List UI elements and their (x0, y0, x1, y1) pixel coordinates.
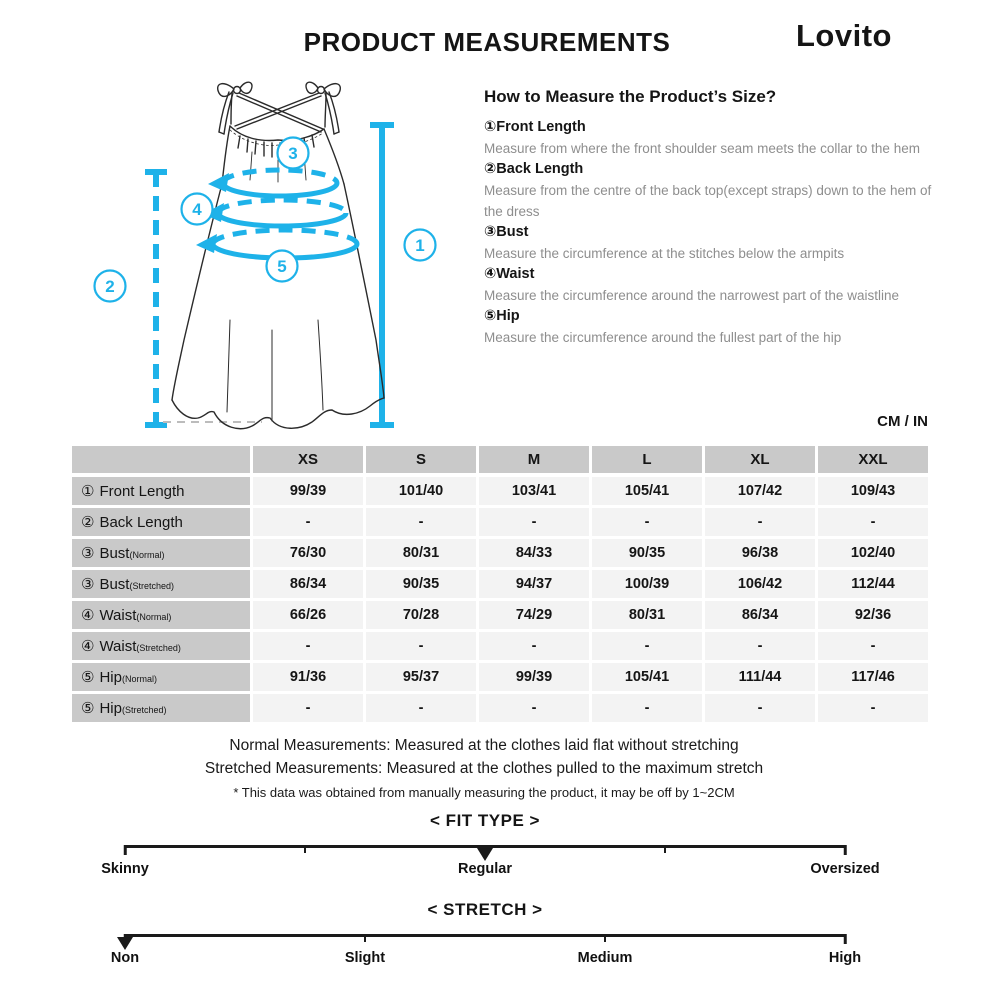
row-number-badge: ④ (81, 607, 95, 624)
row-number-badge: ④ (81, 638, 95, 655)
fit-type-scale-labels (101, 861, 880, 881)
measurement-cell: 99/39 (253, 477, 363, 505)
row-number-badge: ⑤ (81, 669, 95, 686)
row-measure-qualifier: (Normal) (129, 550, 165, 560)
diagram-label-number-4: 4 (192, 200, 202, 219)
scale-label: Slight (344, 950, 386, 966)
measurement-cell: - (366, 508, 476, 536)
measurement-cell: - (592, 694, 702, 722)
measurement-cell: 84/33 (479, 539, 589, 567)
scale-label: Oversized (810, 861, 880, 877)
table-row-label (72, 663, 250, 691)
measurement-cell: 80/31 (592, 601, 702, 629)
scale-tick (604, 934, 606, 942)
how-to-measure-section (484, 86, 939, 348)
row-measure-name: Front Length (99, 482, 185, 500)
size-column-header: XXL (818, 446, 928, 473)
diagram-label-number-3: 3 (288, 144, 298, 163)
scale-tick (124, 845, 127, 855)
table-row-label (72, 570, 250, 598)
row-measure-qualifier: (Stretched) (136, 643, 181, 653)
measurement-cell: - (479, 632, 589, 660)
measurement-cell: 91/36 (253, 663, 363, 691)
table-row-label (72, 477, 250, 505)
table-row-label (72, 694, 250, 722)
row-measure-name: Waist (99, 606, 137, 624)
measurement-cell: 90/35 (366, 570, 476, 598)
hip-arrowhead (196, 234, 217, 253)
measurement-cell: 112/44 (818, 570, 928, 598)
measurement-cell: 107/42 (705, 477, 815, 505)
scale-tick (844, 845, 847, 855)
scale-label: Skinny (101, 861, 149, 877)
diagram-label-number-5: 5 (277, 257, 287, 276)
measurement-cell: 103/41 (479, 477, 589, 505)
measurement-cell: - (705, 632, 815, 660)
row-measure-qualifier: (Normal) (121, 674, 157, 684)
scale-marker-triangle (117, 937, 133, 950)
measurement-cell: 95/37 (366, 663, 476, 691)
diagram-label-number-1: 1 (415, 236, 425, 255)
unit-label: CM / IN (877, 413, 928, 430)
measurement-cell: - (479, 694, 589, 722)
measurement-cell: - (818, 694, 928, 722)
how-to-item-label-1: ①Front Length (484, 119, 586, 135)
measurement-cell: 102/40 (818, 539, 928, 567)
stretch-title: < STRETCH > (427, 900, 543, 919)
measurement-cell: 94/37 (479, 570, 589, 598)
row-measure-name: Back Length (99, 513, 183, 531)
measurement-cell: 90/35 (592, 539, 702, 567)
how-to-item-desc-2: Measure from the centre of the back top(except straps) down to the hem of the dress (484, 183, 932, 219)
measurement-cell: - (705, 508, 815, 536)
table-row-label (72, 539, 250, 567)
size-column-header: M (479, 446, 589, 473)
measurement-cell: 106/42 (705, 570, 815, 598)
measurement-cell: 99/39 (479, 663, 589, 691)
size-column-header: XS (253, 446, 363, 473)
fit-type-title: < FIT TYPE > (430, 811, 540, 830)
size-column-header: S (366, 446, 476, 473)
how-to-item-label-5: ⑤Hip (484, 308, 520, 324)
row-measure-qualifier: (Stretched) (121, 705, 167, 715)
table-corner-cell (72, 446, 250, 473)
stretch-scale-labels (110, 950, 862, 970)
measurement-cell: 101/40 (366, 477, 476, 505)
row-number-badge: ③ (81, 576, 95, 593)
scale-tick (664, 845, 666, 853)
row-number-badge: ① (81, 483, 95, 500)
measurement-cell: - (818, 632, 928, 660)
scale-tick (844, 934, 847, 944)
stretch-scale-line (125, 934, 845, 937)
note-stretched: Stretched Measurements: Measured at the clothes pulled to the maximum stretch (204, 760, 764, 777)
measurement-cell: 105/41 (592, 477, 702, 505)
how-to-item-label-4: ④Waist (484, 266, 535, 282)
row-measure-name: Bust (99, 575, 130, 593)
row-number-badge: ③ (81, 545, 95, 562)
measurement-cell: 86/34 (705, 601, 815, 629)
row-measure-name: Bust (99, 544, 130, 562)
measurement-cell: 80/31 (366, 539, 476, 567)
row-number-badge: ② (81, 514, 95, 531)
measurement-cell: - (479, 508, 589, 536)
row-measure-name: Hip (99, 668, 122, 686)
measurement-cell: 105/41 (592, 663, 702, 691)
measurement-cell: 96/38 (705, 539, 815, 567)
table-row-label (72, 601, 250, 629)
scale-label: Non (110, 950, 140, 966)
how-to-items (484, 117, 939, 348)
size-column-header: XL (705, 446, 815, 473)
how-to-item-desc-5: Measure the circumference around the fullest part of the hip (484, 330, 842, 345)
row-measure-name: Waist (99, 637, 137, 655)
row-measure-name: Hip (99, 699, 122, 717)
table-row-label (72, 632, 250, 660)
measurement-cell: - (253, 632, 363, 660)
notes-section (0, 734, 968, 805)
how-to-item-label-2: ②Back Length (484, 161, 584, 177)
back-length-measure-line (145, 172, 167, 425)
measurement-cell: - (818, 508, 928, 536)
scale-label: Regular (458, 861, 512, 877)
page-title: PRODUCT MEASUREMENTS (303, 27, 671, 57)
measurement-cell: 76/30 (253, 539, 363, 567)
scale-tick (364, 934, 366, 942)
measurement-cell: - (366, 694, 476, 722)
measurement-cell: 70/28 (366, 601, 476, 629)
scale-marker-triangle (477, 848, 493, 861)
note-disclaimer: * This data was obtained from manually measuring the product, it may be off by 1~2CM (233, 785, 735, 800)
measurement-cell: 117/46 (818, 663, 928, 691)
measurement-cell: 100/39 (592, 570, 702, 598)
row-measure-qualifier: (Normal) (136, 612, 172, 622)
scale-label: High (828, 950, 862, 966)
how-to-item-label-3: ③Bust (484, 224, 529, 240)
measurement-cell: 66/26 (253, 601, 363, 629)
scale-label: Medium (577, 950, 633, 966)
note-normal: Normal Measurements: Measured at the clothes laid flat without stretching (229, 737, 739, 754)
measurement-cell: 74/29 (479, 601, 589, 629)
bust-arrowhead (208, 173, 229, 192)
measurement-cell: - (592, 508, 702, 536)
how-to-item-desc-3: Measure the circumference at the stitches below the armpits (484, 246, 845, 261)
fit-type-scale-line (125, 845, 845, 848)
scale-tick (304, 845, 306, 853)
waist-measure-ellipse (218, 200, 346, 226)
brand-logo: Lovito (796, 18, 892, 53)
how-to-item-desc-4: Measure the circumference around the narrowest part of the waistline (484, 288, 899, 303)
measurement-cell: 111/44 (705, 663, 815, 691)
row-measure-qualifier: (Stretched) (129, 581, 174, 591)
measurement-cell: - (592, 632, 702, 660)
diagram-label-number-2: 2 (105, 277, 115, 296)
bust-measure-ellipse (223, 170, 337, 196)
table-row-label (72, 508, 250, 536)
measurement-cell: 92/36 (818, 601, 928, 629)
dress-measurement-diagram (80, 80, 480, 440)
measurement-cell: - (705, 694, 815, 722)
how-to-item-desc-1: Measure from where the front shoulder seam meets the collar to the hem (484, 141, 920, 156)
measurement-cell: - (253, 694, 363, 722)
how-to-title: How to Measure the Product’s Size? (484, 87, 777, 106)
measurement-cell: - (253, 508, 363, 536)
measurement-cell: - (366, 632, 476, 660)
row-number-badge: ⑤ (81, 700, 95, 717)
measurement-cell: 86/34 (253, 570, 363, 598)
measurement-cell: 109/43 (818, 477, 928, 505)
size-table (72, 446, 928, 722)
size-column-header: L (592, 446, 702, 473)
